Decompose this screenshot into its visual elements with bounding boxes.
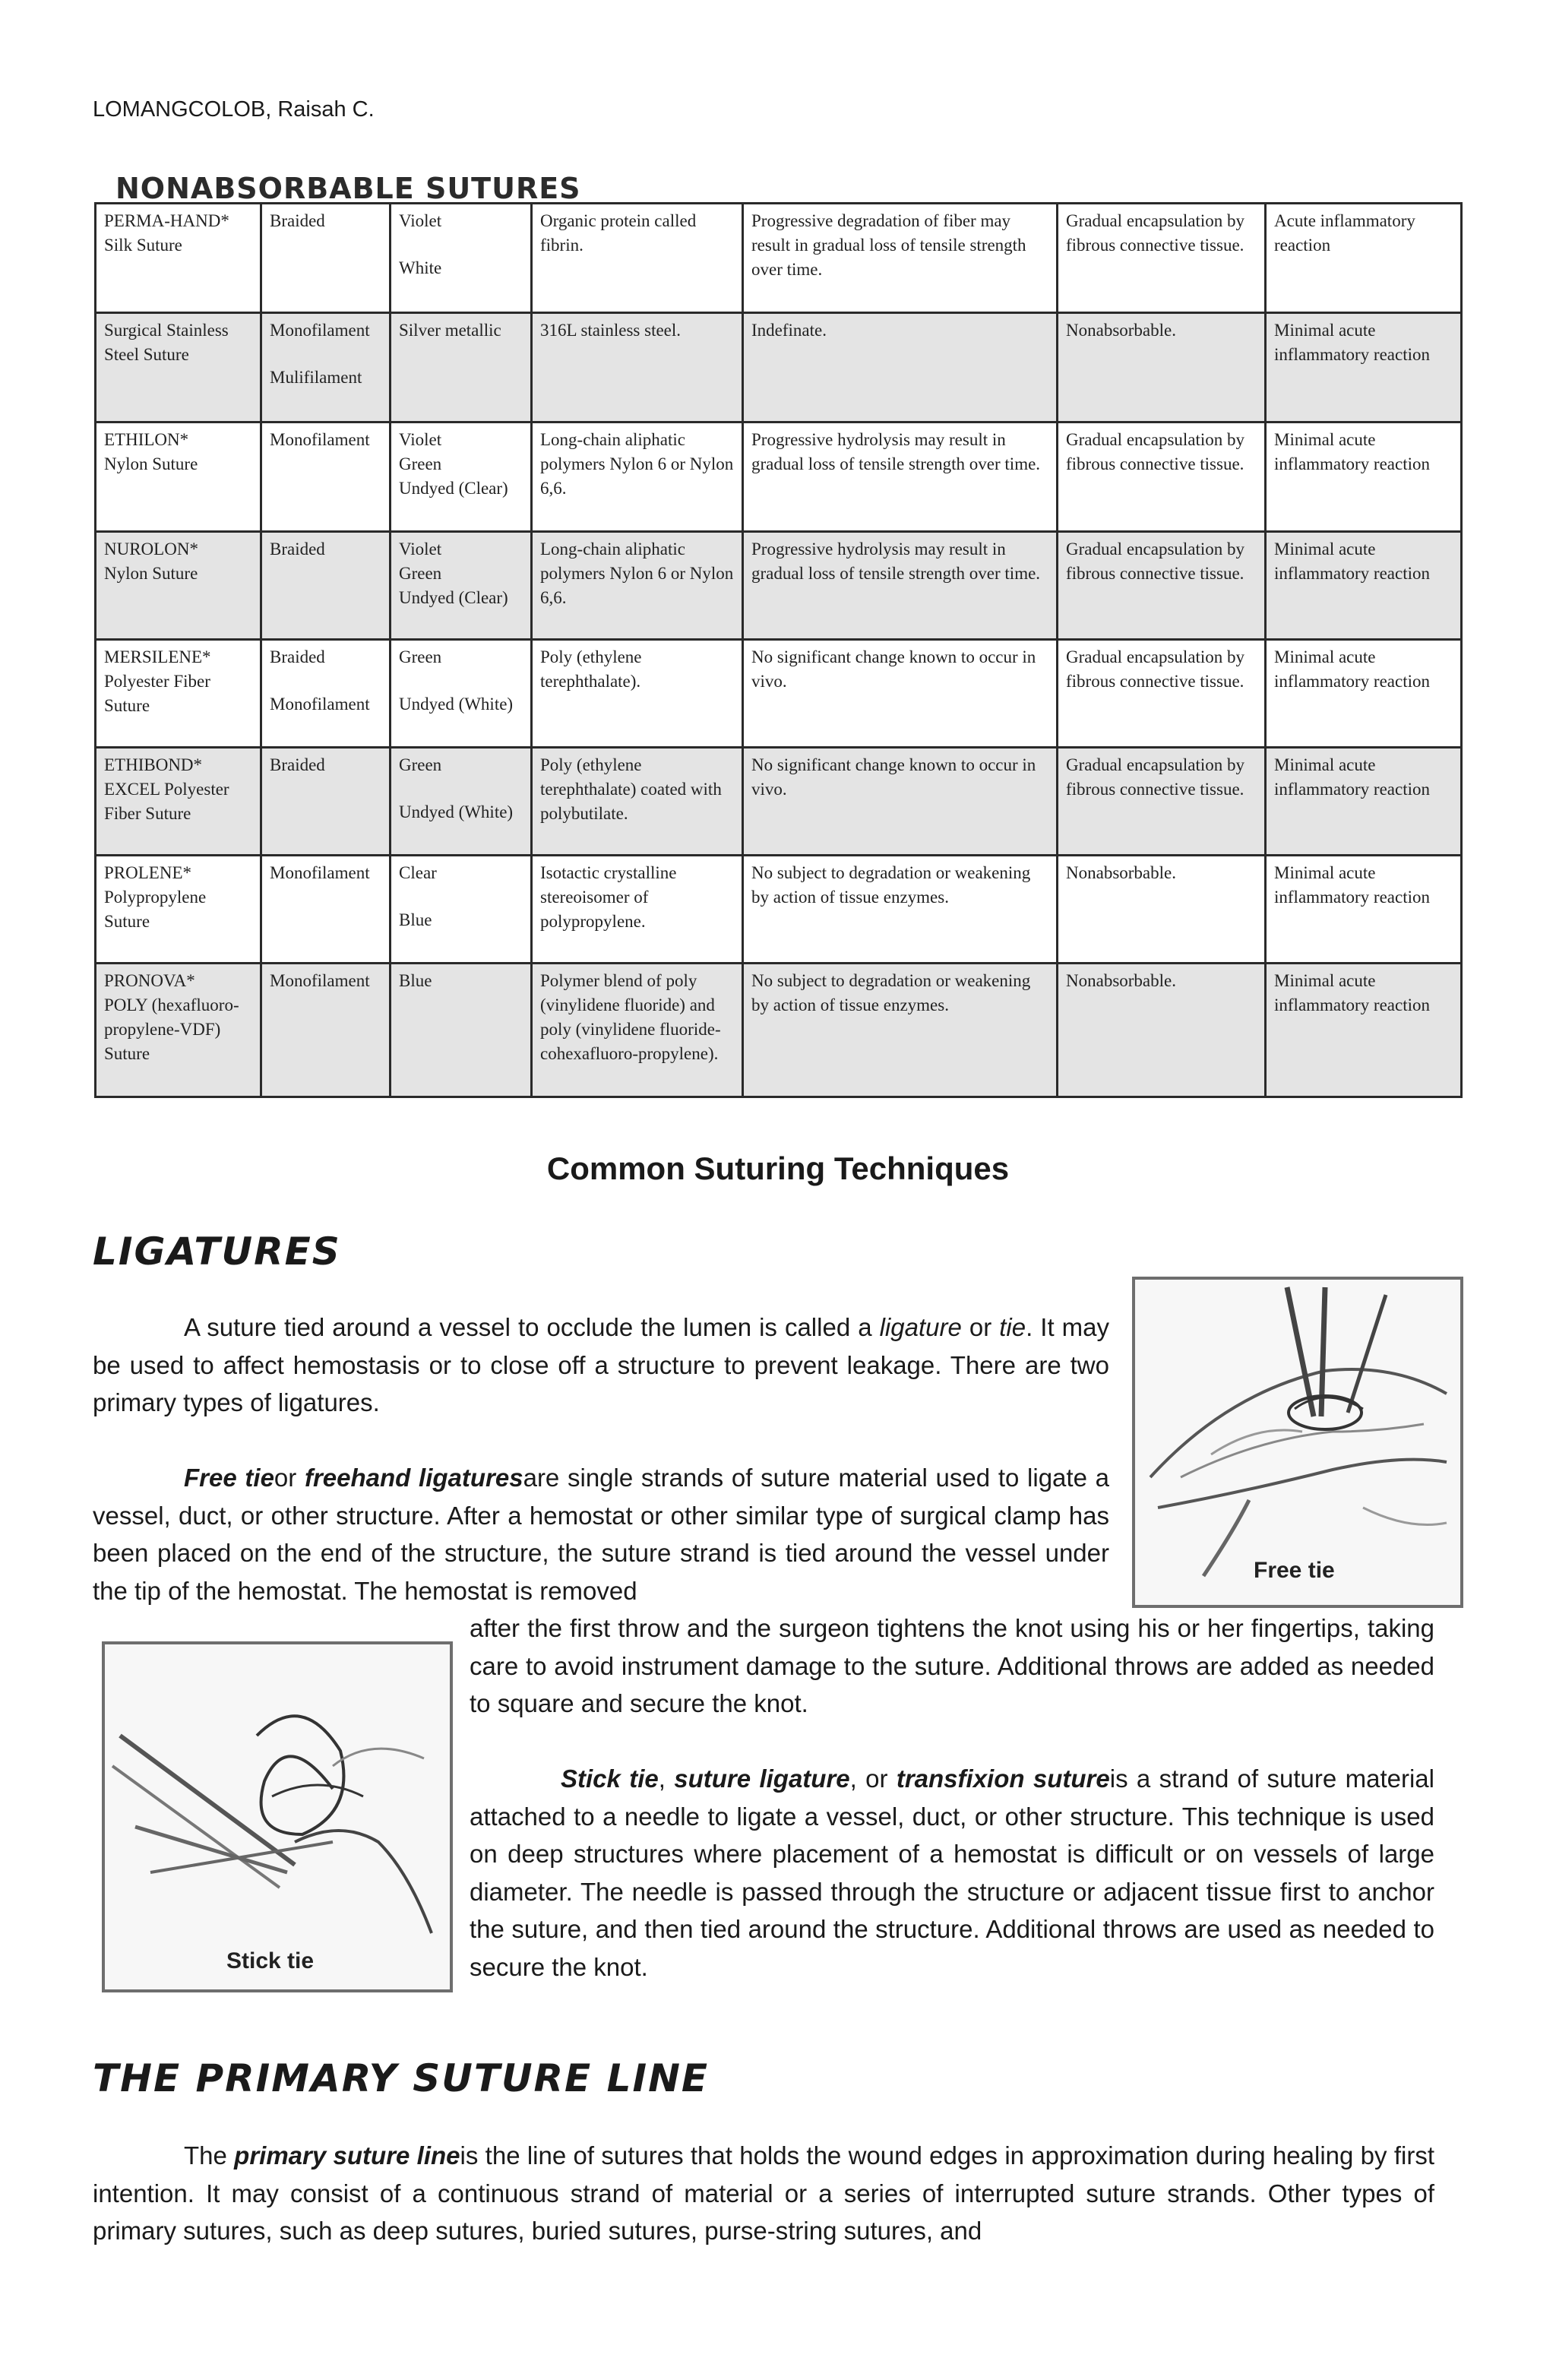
cell-text: Gradual encapsulation by fibrous connective tissue. bbox=[1066, 430, 1245, 473]
table-cell-name bbox=[96, 532, 261, 640]
cell-text: Minimal acute inflammatory reaction bbox=[1274, 430, 1431, 473]
table-cell-color bbox=[391, 313, 532, 423]
stick-tie-paragraph: Stick tie, suture ligature, or transfixion sutureis a strand of suture material attached to a needle to ligate a vessel, duct, or other structure. This technique is used on deep structures where placement of a hemostat is difficult or on vessels of large diameter. The needle is passed through the structure or adjacent tissue first to anchor the suture, and then tied around the structure. Additional throws are used as needed to secure the knot. bbox=[470, 1764, 1434, 1981]
cell-spacer bbox=[399, 233, 524, 256]
table-cell-strength bbox=[743, 532, 1058, 640]
cell-text: Long-chain aliphatic polymers Nylon 6 or Nylon 6,6. bbox=[540, 430, 734, 498]
cell-text: Gradual encapsulation by fibrous connective tissue. bbox=[1066, 211, 1245, 255]
table-cell-type bbox=[261, 748, 391, 856]
cell-text: ETHILON* bbox=[104, 430, 189, 449]
cell-text: PERMA-HAND* Silk Suture bbox=[104, 211, 229, 255]
cell-text: Minimal acute inflammatory reaction bbox=[1274, 540, 1431, 583]
cell-text: Green bbox=[399, 647, 442, 666]
table-cell-name bbox=[96, 964, 261, 1097]
table-cell-raw bbox=[532, 532, 743, 640]
nonabsorbable-sutures-table bbox=[94, 202, 1463, 1098]
table-title: NONABSORBABLE SUTURES bbox=[115, 172, 581, 205]
cell-text: Monofilament bbox=[270, 695, 370, 714]
primary-suture-line-paragraph: The primary suture lineis the line of sutures that holds the wound edges in approximation during healing by first intention. It may consist of a continuous strand of material or a series of interrupted suture strands. Other types of primary sutures, such as deep sutures, buried sutures, purse-string sutures, and bbox=[93, 2141, 1434, 2245]
cell-text: Undyed (White) bbox=[399, 695, 514, 714]
table-cell-name bbox=[96, 748, 261, 856]
table-cell-name bbox=[96, 856, 261, 964]
table-row bbox=[96, 964, 1462, 1097]
cell-text: Organic protein called fibrin. bbox=[540, 211, 697, 255]
table-cell-reaction bbox=[1266, 964, 1462, 1097]
table-cell-strength bbox=[743, 748, 1058, 856]
cell-text: Gradual encapsulation by fibrous connective tissue. bbox=[1066, 647, 1245, 691]
table-cell-reaction bbox=[1266, 204, 1462, 313]
table-cell-reaction bbox=[1266, 640, 1462, 748]
cell-text: Acute inflammatory reaction bbox=[1274, 211, 1415, 255]
cell-text: Braided bbox=[270, 647, 325, 666]
cell-text: Clear bbox=[399, 863, 437, 882]
table-cell-reaction bbox=[1266, 856, 1462, 964]
free-tie-illustration bbox=[1135, 1280, 1460, 1605]
cell-text: Monofilament bbox=[270, 321, 370, 340]
table-cell-type bbox=[261, 313, 391, 423]
cell-spacer bbox=[270, 669, 383, 692]
cell-text: Violet bbox=[399, 430, 442, 449]
cell-text: Green bbox=[399, 755, 442, 774]
cell-text: Nonabsorbable. bbox=[1066, 971, 1176, 990]
table-cell-raw bbox=[532, 313, 743, 423]
table-row bbox=[96, 204, 1462, 313]
table-cell-color bbox=[391, 856, 532, 964]
cell-text: No subject to degradation or weakening by action of tissue enzymes. bbox=[751, 863, 1031, 907]
cell-text: Green bbox=[399, 454, 442, 473]
cell-text: ETHIBOND* bbox=[104, 755, 203, 774]
free-tie-caption: Free tie bbox=[1254, 1558, 1335, 1583]
table-cell-absorption bbox=[1058, 313, 1266, 423]
cell-text: POLY (hexafluoro-propylene-VDF) Suture bbox=[104, 995, 239, 1063]
cell-text: Minimal acute inflammatory reaction bbox=[1274, 971, 1431, 1014]
table-cell-reaction bbox=[1266, 748, 1462, 856]
cell-text: Isotactic crystalline stereoisomer of polypropylene. bbox=[540, 863, 677, 931]
free-tie-paragraph-continued: after the first throw and the surgeon tightens the knot using his or her fingertips, taking care to avoid instrument damage to the suture. Additional throws are added as needed to square and secure the knot. bbox=[470, 1614, 1434, 1717]
cell-text: Braided bbox=[270, 755, 325, 774]
cell-text: Undyed (Clear) bbox=[399, 588, 508, 607]
table-cell-name bbox=[96, 423, 261, 532]
table-cell-type bbox=[261, 204, 391, 313]
cell-text: Progressive hydrolysis may result in gradual loss of tensile strength over time. bbox=[751, 430, 1041, 473]
table-cell-absorption bbox=[1058, 204, 1266, 313]
cell-text: Gradual encapsulation by fibrous connective tissue. bbox=[1066, 755, 1245, 799]
table-cell-type bbox=[261, 964, 391, 1097]
cell-text: Nylon Suture bbox=[104, 564, 198, 583]
cell-text: PROLENE* bbox=[104, 863, 191, 882]
cell-text: Polyester Fiber Suture bbox=[104, 672, 210, 715]
table-cell-name bbox=[96, 204, 261, 313]
cell-text: Undyed (Clear) bbox=[399, 479, 508, 498]
table-cell-color bbox=[391, 204, 532, 313]
stick-tie-caption: Stick tie bbox=[226, 1948, 315, 1973]
cell-text: NUROLON* bbox=[104, 540, 198, 559]
cell-text: Minimal acute inflammatory reaction bbox=[1274, 321, 1431, 364]
primary-suture-line-heading: THE PRIMARY SUTURE LINE bbox=[93, 2056, 710, 2100]
table-cell-color bbox=[391, 964, 532, 1097]
cell-text: Minimal acute inflammatory reaction bbox=[1274, 863, 1431, 907]
table-cell-strength bbox=[743, 964, 1058, 1097]
table-cell-absorption bbox=[1058, 423, 1266, 532]
stick-tie-figure bbox=[102, 1641, 453, 1992]
table-cell-absorption bbox=[1058, 748, 1266, 856]
cell-text: Long-chain aliphatic polymers Nylon 6 or Nylon 6,6. bbox=[540, 540, 734, 607]
cell-text: Blue bbox=[399, 971, 432, 990]
cell-text: 316L stainless steel. bbox=[540, 321, 682, 340]
cell-text: Violet bbox=[399, 211, 442, 230]
table-cell-raw bbox=[532, 964, 743, 1097]
table-cell-absorption bbox=[1058, 640, 1266, 748]
cell-text: Monofilament bbox=[270, 430, 370, 449]
table-cell-color bbox=[391, 532, 532, 640]
cell-text: Minimal acute inflammatory reaction bbox=[1274, 647, 1431, 691]
table-cell-strength bbox=[743, 423, 1058, 532]
table-row bbox=[96, 748, 1462, 856]
table-cell-strength bbox=[743, 640, 1058, 748]
cell-text: Gradual encapsulation by fibrous connective tissue. bbox=[1066, 540, 1245, 583]
table-cell-reaction bbox=[1266, 313, 1462, 423]
table-cell-raw bbox=[532, 423, 743, 532]
table-cell-name bbox=[96, 640, 261, 748]
section-title: Common Suturing Techniques bbox=[546, 1150, 1010, 1186]
table-cell-raw bbox=[532, 748, 743, 856]
cell-text: Polymer blend of poly (vinylidene fluoride) and poly (vinylidene fluoride-cohexafluoro-propylene). bbox=[540, 971, 721, 1063]
cell-spacer bbox=[399, 777, 524, 800]
cell-text: Braided bbox=[270, 540, 325, 559]
free-tie-figure bbox=[1132, 1277, 1463, 1608]
cell-text: Surgical Stainless Steel Suture bbox=[104, 321, 229, 364]
table-cell-color bbox=[391, 748, 532, 856]
cell-text: Nylon Suture bbox=[104, 454, 198, 473]
cell-text: Braided bbox=[270, 211, 325, 230]
cell-text: Poly (ethylene terephthalate) coated with polybutilate. bbox=[540, 755, 722, 823]
cell-text: MERSILENE* bbox=[104, 647, 211, 666]
table-row bbox=[96, 423, 1462, 532]
cell-text: Nonabsorbable. bbox=[1066, 863, 1176, 882]
table-cell-raw bbox=[532, 856, 743, 964]
table-row bbox=[96, 640, 1462, 748]
cell-text: EXCEL Polyester Fiber Suture bbox=[104, 780, 229, 823]
table-cell-strength bbox=[743, 313, 1058, 423]
table-cell-raw bbox=[532, 640, 743, 748]
table-cell-name bbox=[96, 313, 261, 423]
cell-text: Progressive hydrolysis may result in gradual loss of tensile strength over time. bbox=[751, 540, 1041, 583]
table-cell-absorption bbox=[1058, 856, 1266, 964]
cell-text: White bbox=[399, 258, 442, 277]
table-cell-color bbox=[391, 640, 532, 748]
table-cell-type bbox=[261, 532, 391, 640]
table-cell-raw bbox=[532, 204, 743, 313]
cell-text: Poly (ethylene terephthalate). bbox=[540, 647, 642, 691]
table-cell-reaction bbox=[1266, 532, 1462, 640]
cell-text: Minimal acute inflammatory reaction bbox=[1274, 755, 1431, 799]
cell-text: Nonabsorbable. bbox=[1066, 321, 1176, 340]
free-tie-paragraph: Free tieor freehand ligaturesare single strands of suture material used to ligate a vessel, duct, or other structure. After a hemostat or other similar type of surgical clamp has been placed on the end of the structure, the suture strand is tied around the vessel under the tip of the hemostat. The hemostat is removed bbox=[93, 1464, 1109, 1605]
table-cell-color bbox=[391, 423, 532, 532]
cell-text: PRONOVA* bbox=[104, 971, 195, 990]
table-cell-type bbox=[261, 856, 391, 964]
table-cell-type bbox=[261, 423, 391, 532]
cell-text: Green bbox=[399, 564, 442, 583]
stick-tie-illustration bbox=[105, 1644, 450, 1989]
cell-text: No significant change known to occur in vivo. bbox=[751, 647, 1036, 691]
table-row bbox=[96, 313, 1462, 423]
cell-text: Violet bbox=[399, 540, 442, 559]
cell-text: No subject to degradation or weakening by action of tissue enzymes. bbox=[751, 971, 1031, 1014]
cell-text: Silver metallic bbox=[399, 321, 501, 340]
table-cell-strength bbox=[743, 856, 1058, 964]
author-name: LOMANGCOLOB, Raisah C. bbox=[93, 97, 375, 122]
cell-text: Indefinate. bbox=[751, 321, 827, 340]
ligature-intro-paragraph: A suture tied around a vessel to occlude the lumen is called a ligature or tie. It may be used to affect hemostasis or to close off a structure to prevent leakage. There are two primary types of ligatures. bbox=[93, 1313, 1110, 1416]
table-cell-absorption bbox=[1058, 964, 1266, 1097]
table-row bbox=[96, 532, 1462, 640]
cell-text: Blue bbox=[399, 910, 432, 929]
table-row bbox=[96, 856, 1462, 964]
cell-text: No significant change known to occur in vivo. bbox=[751, 755, 1036, 799]
table-cell-type bbox=[261, 640, 391, 748]
cell-text: Monofilament bbox=[270, 863, 370, 882]
ligatures-heading: LIGATURES bbox=[93, 1230, 341, 1274]
cell-text: Mulifilament bbox=[270, 368, 362, 387]
table-cell-reaction bbox=[1266, 423, 1462, 532]
cell-text: Monofilament bbox=[270, 971, 370, 990]
cell-text: Undyed (White) bbox=[399, 802, 514, 821]
cell-spacer bbox=[270, 343, 383, 366]
table-cell-absorption bbox=[1058, 532, 1266, 640]
cell-text: Progressive degradation of fiber may result in gradual loss of tensile strength over time. bbox=[751, 211, 1026, 279]
cell-spacer bbox=[399, 669, 524, 692]
cell-spacer bbox=[399, 885, 524, 908]
cell-text: Polypropylene Suture bbox=[104, 888, 207, 931]
table-cell-strength bbox=[743, 204, 1058, 313]
